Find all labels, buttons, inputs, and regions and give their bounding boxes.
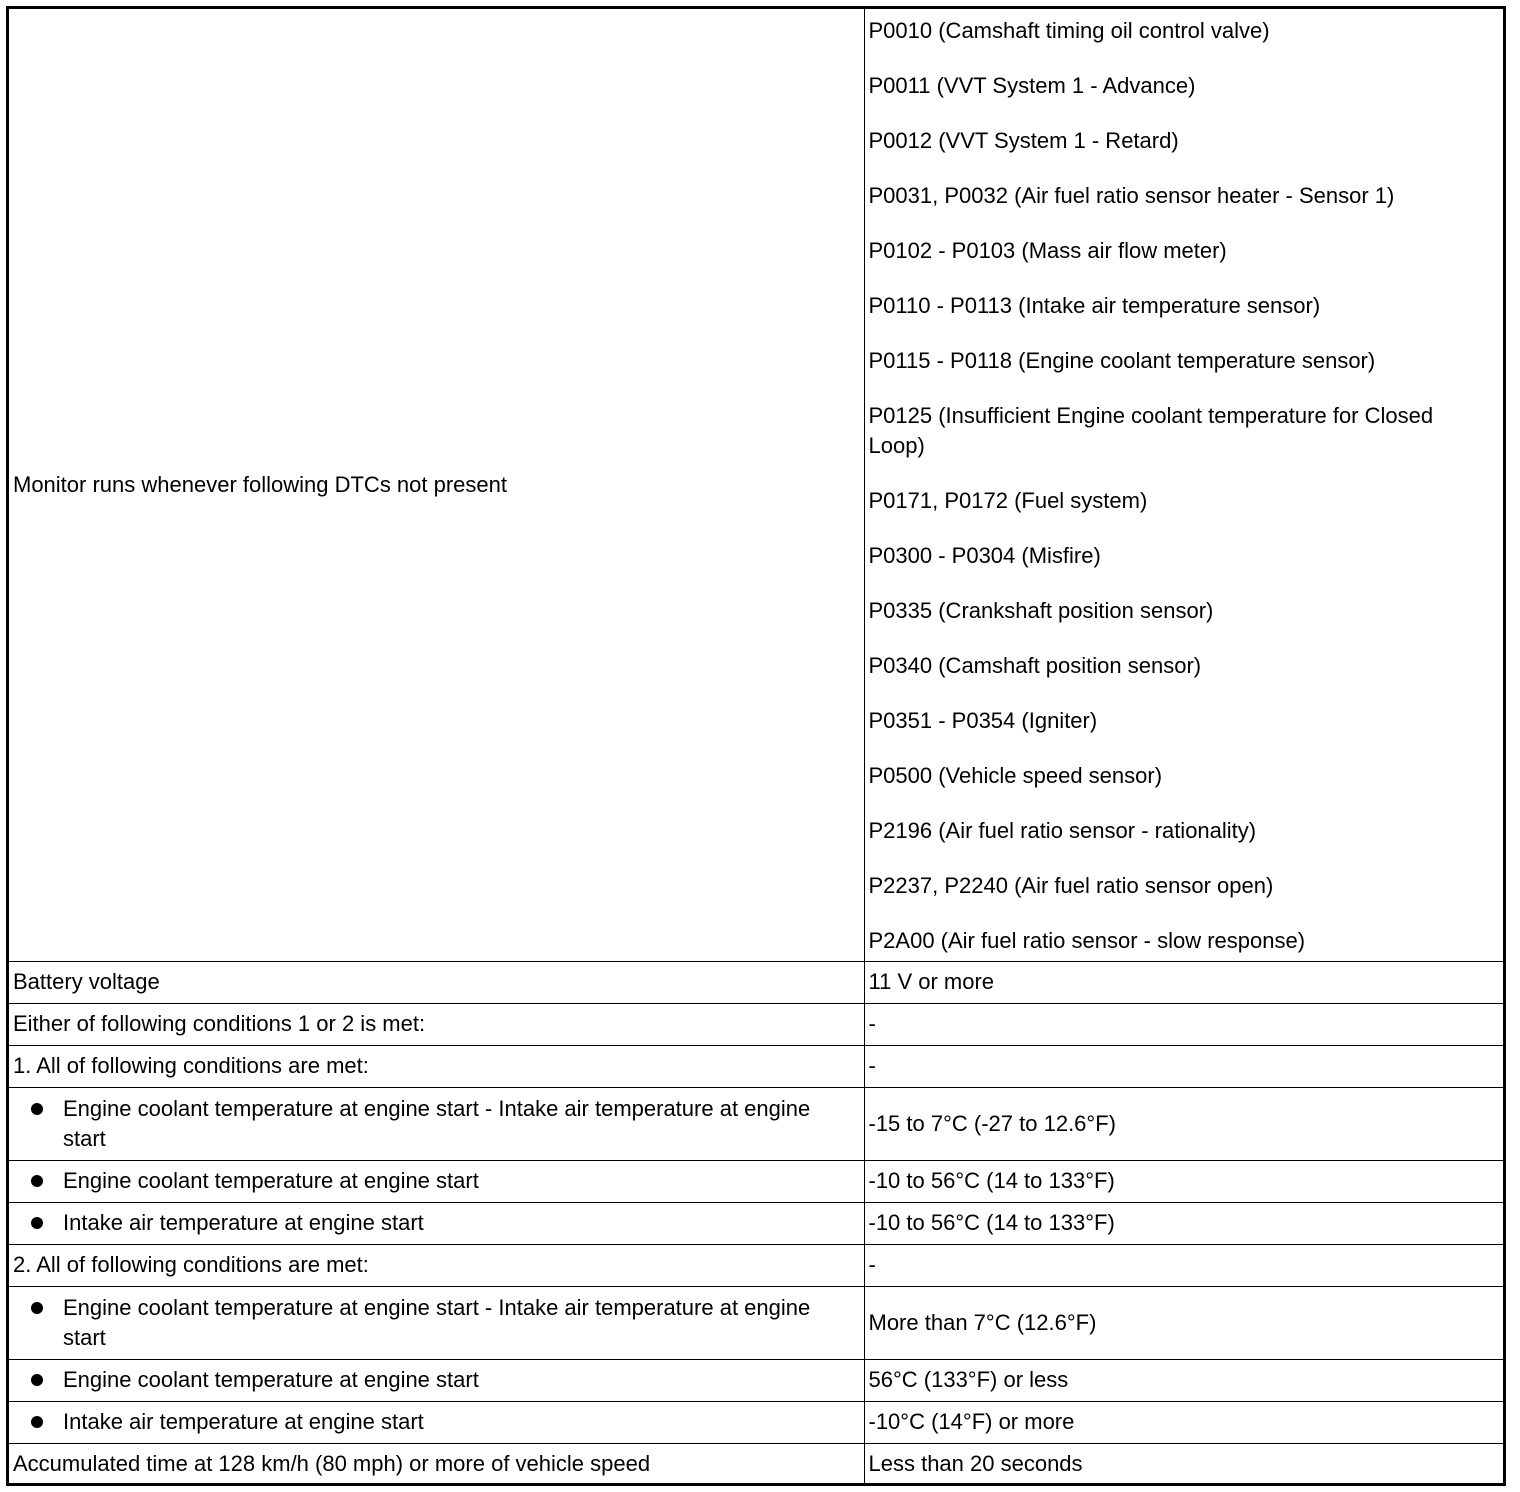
bullet-icon [31, 1175, 43, 1187]
value-cell: - [864, 1244, 1503, 1286]
dtc-item: P0012 (VVT System 1 - Retard) [868, 127, 1179, 153]
table-row [9, 1443, 1503, 1485]
condition-cell: Battery voltage [9, 961, 864, 1003]
table-row [9, 1202, 1503, 1244]
value-cell: 11 V or more [864, 961, 1503, 1003]
dtc-item: P0335 (Crankshaft position sensor) [868, 597, 1214, 623]
table-row [9, 1045, 1503, 1087]
dtc-list-cell [864, 9, 1503, 961]
bullet-icon [31, 1374, 43, 1386]
dtc-condition-label: Monitor runs whenever following DTCs not present [9, 9, 864, 961]
condition-text: Engine coolant temperature at engine start - Intake air temperature at engine start [63, 1294, 811, 1350]
value-cell: -10 to 56°C (14 to 133°F) [864, 1202, 1503, 1244]
table-row [9, 1286, 1503, 1359]
dtc-item: P0171, P0172 (Fuel system) [868, 487, 1148, 513]
dtc-item: P0340 (Camshaft position sensor) [868, 652, 1202, 678]
condition-cell: 1. All of following conditions are met: [9, 1045, 864, 1087]
table-row [9, 1244, 1503, 1286]
dtc-item: P0300 - P0304 (Misfire) [868, 542, 1101, 568]
bullet-icon [31, 1416, 43, 1428]
condition-cell: Accumulated time at 128 km/h (80 mph) or more of vehicle speed [9, 1443, 864, 1485]
value-cell: 56°C (133°F) or less [864, 1359, 1503, 1401]
bullet-icon [31, 1217, 43, 1229]
condition-text: Engine coolant temperature at engine start [63, 1367, 479, 1392]
condition-cell [9, 1087, 864, 1160]
table-row [9, 1087, 1503, 1160]
condition-text: Intake air temperature at engine start [63, 1409, 424, 1434]
condition-text: Intake air temperature at engine start [63, 1210, 424, 1235]
value-cell: -15 to 7°C (-27 to 12.6°F) [864, 1087, 1503, 1160]
value-cell: More than 7°C (12.6°F) [864, 1286, 1503, 1359]
table-row [9, 961, 1503, 1003]
bullet-icon [31, 1103, 43, 1115]
condition-cell [9, 1401, 864, 1443]
condition-cell: 2. All of following conditions are met: [9, 1244, 864, 1286]
table-row [9, 1160, 1503, 1202]
condition-cell [9, 1359, 864, 1401]
table-row-dtc-conditions [9, 9, 1503, 961]
condition-text: Engine coolant temperature at engine start - Intake air temperature at engine start [63, 1095, 811, 1151]
condition-cell: Either of following conditions 1 or 2 is met: [9, 1003, 864, 1045]
dtc-item: P0125 (Insufficient Engine coolant temperature for Closed Loop) [868, 402, 1434, 458]
dtc-item: P0031, P0032 (Air fuel ratio sensor heater - Sensor 1) [868, 182, 1395, 208]
table-row [9, 1359, 1503, 1401]
bullet-icon [31, 1302, 43, 1314]
condition-cell [9, 1160, 864, 1202]
dtc-item: P2237, P2240 (Air fuel ratio sensor open) [868, 872, 1274, 898]
dtc-list [869, 10, 1504, 960]
table-row [9, 1003, 1503, 1045]
dtc-item: P2A00 (Air fuel ratio sensor - slow response) [868, 927, 1306, 953]
dtc-item: P0115 - P0118 (Engine coolant temperature sensor) [868, 347, 1376, 373]
dtc-item: P0011 (VVT System 1 - Advance) [868, 72, 1196, 98]
condition-text: Engine coolant temperature at engine start [63, 1168, 479, 1193]
dtc-item: P0102 - P0103 (Mass air flow meter) [868, 237, 1227, 263]
dtc-item: P0010 (Camshaft timing oil control valve) [868, 17, 1270, 43]
value-cell: -10°C (14°F) or more [864, 1401, 1503, 1443]
condition-cell [9, 1286, 864, 1359]
dtc-item: P0500 (Vehicle speed sensor) [868, 762, 1163, 788]
condition-cell [9, 1202, 864, 1244]
monitor-conditions-table [9, 9, 1503, 1485]
dtc-item: P0110 - P0113 (Intake air temperature sensor) [868, 292, 1321, 318]
table-row [9, 1401, 1503, 1443]
value-cell: -10 to 56°C (14 to 133°F) [864, 1160, 1503, 1202]
value-cell: Less than 20 seconds [864, 1443, 1503, 1485]
dtc-item: P0351 - P0354 (Igniter) [868, 707, 1098, 733]
monitor-conditions-sheet [6, 6, 1506, 1486]
value-cell: - [864, 1003, 1503, 1045]
dtc-item: P2196 (Air fuel ratio sensor - rationality) [868, 817, 1257, 843]
value-cell: - [864, 1045, 1503, 1087]
